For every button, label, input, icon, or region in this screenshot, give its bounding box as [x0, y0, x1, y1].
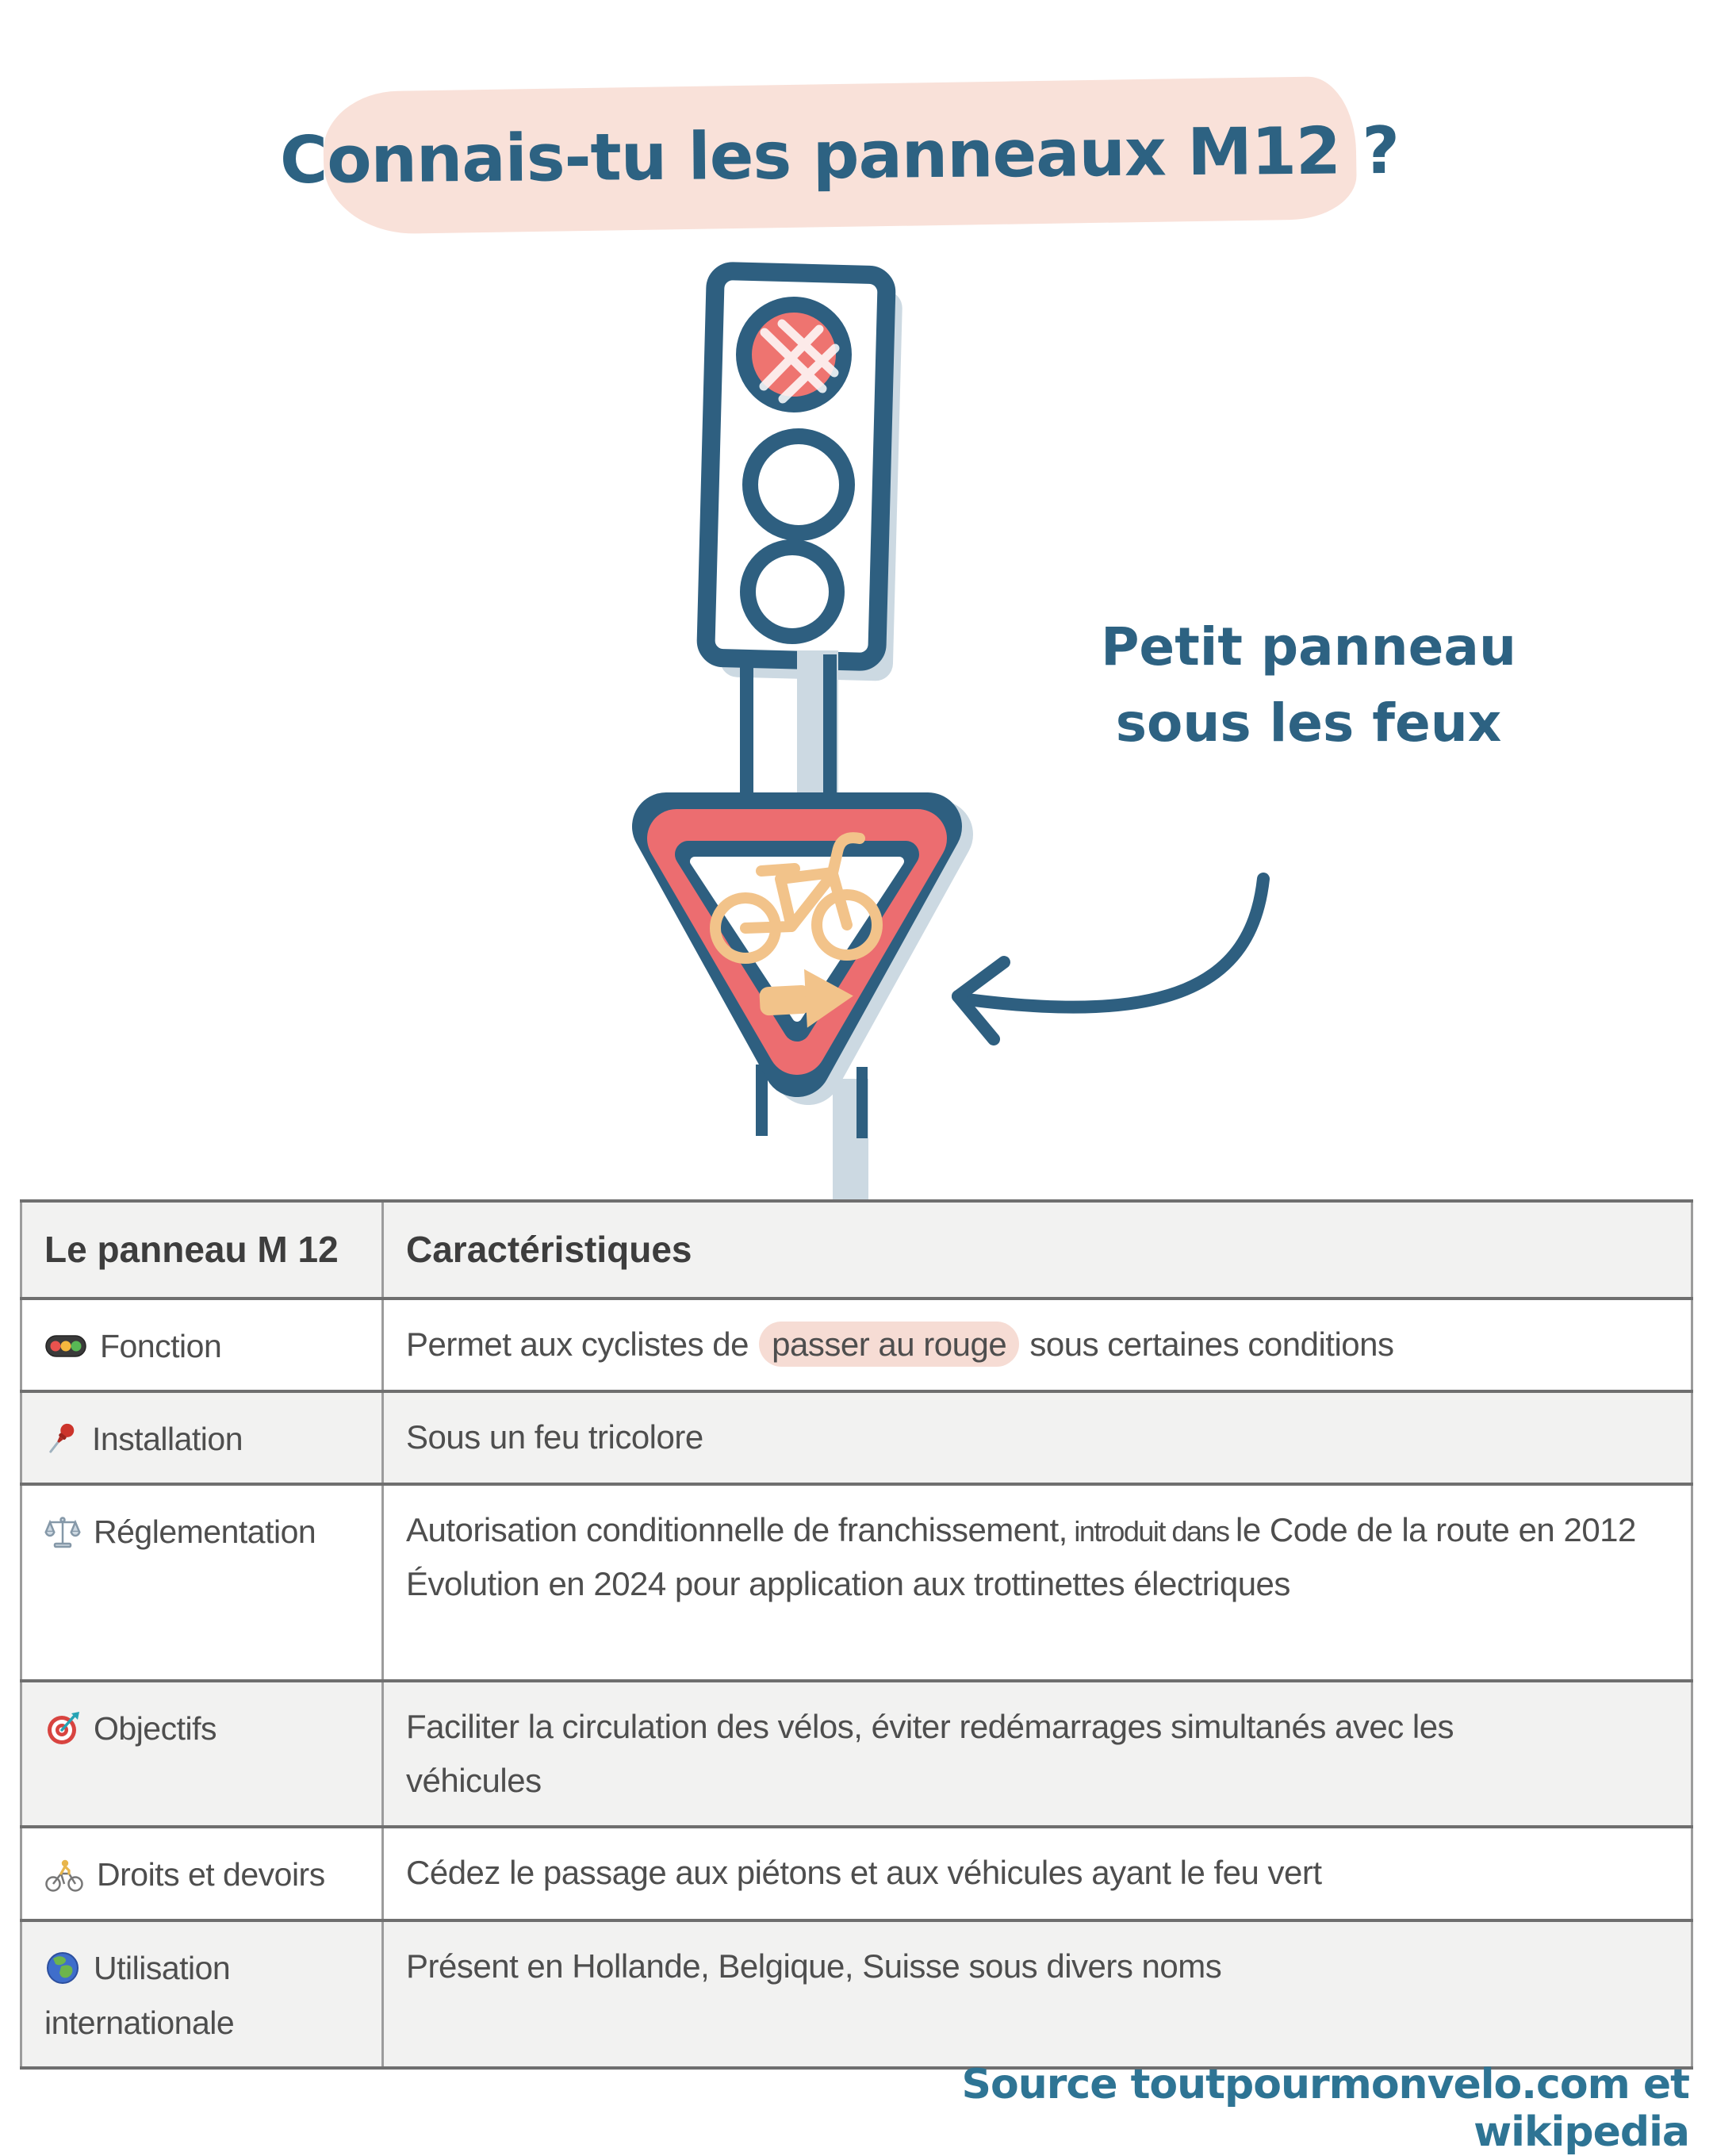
- row-label-cell: [21, 1827, 383, 1920]
- pushpin-icon: [44, 1420, 79, 1458]
- regulation-line2: Évolution en 2024 pour application aux trottinettes électriques: [406, 1565, 1290, 1603]
- source-credit: Source toutpourmonvelo.com et wikipedia: [961, 2061, 1689, 2156]
- row-label-cell: [21, 1484, 383, 1681]
- m12-characteristics-table: [20, 1199, 1693, 2070]
- regulation-part2: le Code de la route en 2012: [1236, 1511, 1636, 1549]
- cyclist-icon: [44, 1857, 84, 1893]
- annotation-line-2: sous les feux: [1115, 692, 1502, 754]
- title-highlight-blob: [280, 76, 1400, 235]
- row-value: [383, 1681, 1692, 1827]
- text-after-highlight: sous certaines conditions: [1021, 1325, 1394, 1363]
- row-label-cell: [21, 1681, 383, 1827]
- regulation-part1: Autorisation conditionnelle de franchissement,: [406, 1511, 1067, 1549]
- regulation-part-narrow: introduit dans: [1067, 1515, 1236, 1548]
- row-value: Cédez le passage aux piétons et aux véhicules ayant le feu vert: [383, 1827, 1692, 1920]
- row-label-cell: [21, 1391, 383, 1484]
- table-row-installation: [21, 1391, 1692, 1484]
- table-row-droits-et-devoirs: [21, 1827, 1692, 1920]
- column-header-caracteristiques: Caractéristiques: [383, 1201, 1692, 1299]
- row-label: Utilisation internationale: [44, 1949, 235, 2042]
- annotation-line-1: Petit panneau: [1101, 616, 1516, 677]
- page-title: Connais-tu les panneaux M12 ?: [280, 113, 1400, 198]
- traffic-light-icon: [44, 1333, 87, 1359]
- table-row-utilisation-internationale: [21, 1920, 1692, 2069]
- table-row-fonction: [21, 1299, 1692, 1391]
- column-header-panneau: Le panneau M 12: [21, 1201, 383, 1299]
- annotation-note: [1094, 609, 1523, 761]
- row-value: [383, 1484, 1692, 1681]
- row-label: Fonction: [100, 1327, 222, 1364]
- m12-triangle-sign: [666, 827, 939, 1071]
- row-label: Installation: [92, 1420, 243, 1457]
- balance-scale-icon: [44, 1513, 81, 1550]
- row-label-cell: [21, 1920, 383, 2069]
- row-label-cell: [21, 1299, 383, 1391]
- curved-pointer-arrow: [958, 879, 1263, 1039]
- objectifs-line2: véhicules: [406, 1762, 542, 1800]
- row-value: Présent en Hollande, Belgique, Suisse sous divers noms: [383, 1920, 1692, 2069]
- table-row-objectifs: [21, 1681, 1692, 1827]
- table-row-reglementation: [21, 1484, 1692, 1681]
- row-label: Droits et devoirs: [97, 1856, 325, 1893]
- text-before-highlight: Permet aux cyclistes de: [406, 1325, 758, 1363]
- target-icon: [44, 1710, 81, 1747]
- pink-highlighted-text: passer au rouge: [759, 1322, 1019, 1367]
- row-value: Sous un feu tricolore: [383, 1391, 1692, 1484]
- row-value: [383, 1299, 1692, 1391]
- objectifs-line1: Faciliter la circulation des vélos, éviter redémarrages simultanés avec les: [406, 1708, 1454, 1746]
- row-label: Réglementation: [94, 1513, 316, 1551]
- row-label: Objectifs: [94, 1710, 217, 1747]
- globe-icon: [44, 1950, 81, 1986]
- traffic-light-drawing: [706, 270, 903, 681]
- table-header-row: [21, 1201, 1692, 1299]
